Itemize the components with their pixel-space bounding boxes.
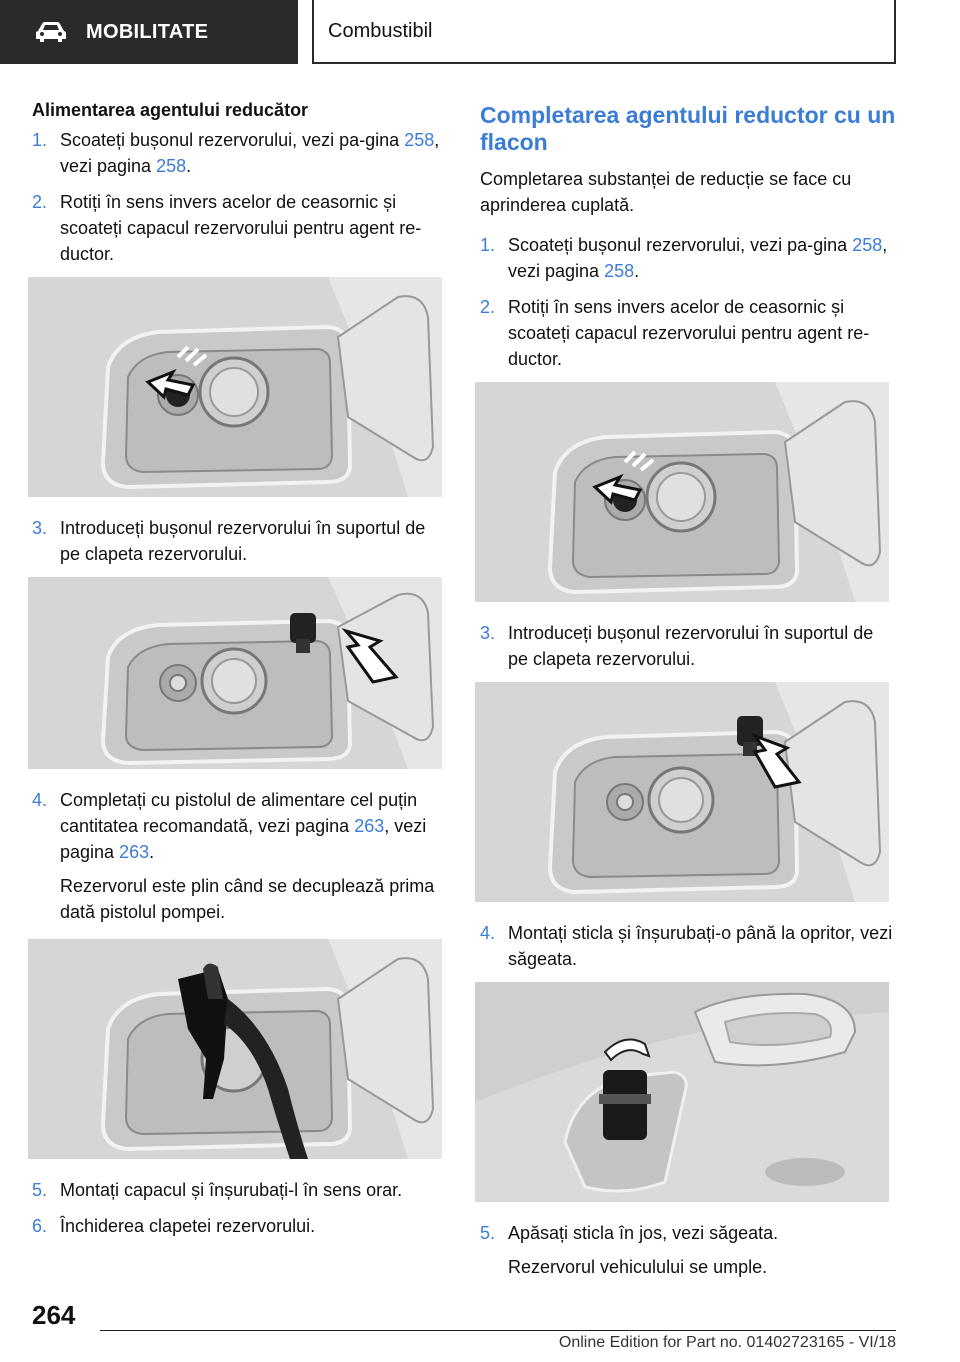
step-text: [508, 232, 896, 284]
list-item: [32, 787, 448, 865]
step-number: 3.: [32, 518, 48, 538]
step-text: Introduceți bușonul rezervorului în suportul de pe clapeta rezervorului.: [60, 518, 426, 564]
step-text-part: , vezi pagina: [60, 816, 427, 862]
step-text: Montați capacul și înșurubați-l în sens orar.: [60, 1180, 403, 1200]
car-icon: [34, 21, 68, 43]
fuel-flap-image: [475, 382, 889, 602]
page-link[interactable]: 258: [156, 156, 187, 176]
step-text-part: , vezi pagina: [508, 235, 888, 281]
chapter-title: Combustibil: [328, 19, 433, 42]
step-number: 4.: [480, 923, 496, 943]
illustration-remove-cap: [475, 382, 889, 602]
list-item: [32, 189, 448, 267]
list-item: [32, 127, 448, 179]
step-number: 5.: [32, 1180, 48, 1200]
illustration-stow-cap: [28, 577, 442, 769]
fuel-flap-image: [28, 939, 442, 1159]
step-text-part: Scoateți bușonul rezervorului, vezi pa-gina: [508, 235, 853, 255]
page-link[interactable]: 258: [404, 130, 435, 150]
step-number: 2.: [32, 192, 48, 212]
page-link[interactable]: 258: [604, 261, 635, 281]
step-text: Rotiți în sens invers acelor de ceasornic și scoateți capacul rezervorului pentru agent re-ductor.: [508, 297, 870, 369]
step-number: 4.: [32, 790, 48, 810]
illustration-remove-cap: [28, 277, 442, 497]
list-item: [32, 1213, 448, 1239]
left-column: [32, 100, 448, 1249]
page-link[interactable]: 263: [354, 816, 385, 836]
step-text: [60, 127, 448, 179]
page-link[interactable]: 263: [119, 842, 150, 862]
list-item: [480, 620, 896, 672]
step-number: 2.: [480, 297, 496, 317]
step-text-part: Completați cu pistolul de alimentare cel puțin cantitatea recomandată, vezi pagina: [60, 790, 418, 836]
list-item: [480, 232, 896, 284]
list-item: [480, 294, 896, 372]
step-text-part: Scoateți bușonul rezervorului, vezi pa-gina: [60, 130, 405, 150]
right-column: [480, 100, 896, 1294]
left-heading: Alimentarea agentului reducător: [32, 100, 309, 120]
illustration-stow-cap: [475, 682, 889, 902]
right-heading: Completarea agentului reductor cu un flacon: [480, 102, 896, 155]
step-number: 1.: [32, 130, 48, 150]
fuel-flap-image: [475, 982, 889, 1202]
list-item: [32, 1177, 448, 1203]
step-text-part: .: [634, 261, 640, 281]
step-number: 5.: [480, 1223, 496, 1243]
step-note: Rezervorul vehiculului se umple.: [508, 1257, 768, 1277]
fuel-flap-image: [475, 682, 889, 902]
step-number: 6.: [32, 1216, 48, 1236]
chapter-tab: [312, 0, 896, 64]
step-note: Rezervorul este plin când se decuplează prima dată pistolul pompei.: [60, 876, 435, 922]
step-number: 1.: [480, 235, 496, 255]
step-text-part: .: [149, 842, 155, 862]
fuel-flap-image: [28, 577, 442, 769]
step-text-part: .: [186, 156, 192, 176]
step-text-part: , vezi pagina: [60, 130, 440, 176]
step-text: Rotiți în sens invers acelor de ceasornic și scoateți capacul rezervorului pentru agent re-ductor.: [60, 192, 422, 264]
footer-divider: [100, 1330, 896, 1331]
step-text: [60, 787, 448, 865]
page-number: 264: [32, 1300, 76, 1330]
step-text: Montați sticla și înșurubați-o până la opritor, vezi săgeata.: [508, 923, 893, 969]
intro-text: Completarea substanței de reducție se face cu aprinderea cuplată.: [480, 169, 852, 215]
illustration-bottle: [475, 982, 889, 1202]
illustration-pump-nozzle: [28, 939, 442, 1159]
step-text: Închiderea clapetei rezervorului.: [60, 1216, 316, 1236]
edition-note: Online Edition for Part no. 01402723165 - VI/18: [558, 1334, 896, 1351]
step-text: Introduceți bușonul rezervorului în suportul de pe clapeta rezervorului.: [508, 623, 874, 669]
section-title: MOBILITATE: [86, 20, 209, 43]
list-item: [32, 515, 448, 567]
step-text: Apăsați sticla în jos, vezi săgeata.: [508, 1223, 779, 1243]
page-link[interactable]: 258: [852, 235, 883, 255]
section-tab: [0, 0, 298, 64]
list-item: [480, 1220, 896, 1246]
step-number: 3.: [480, 623, 496, 643]
list-item: [480, 920, 896, 972]
fuel-flap-image: [28, 277, 442, 497]
page-header: [0, 0, 960, 66]
